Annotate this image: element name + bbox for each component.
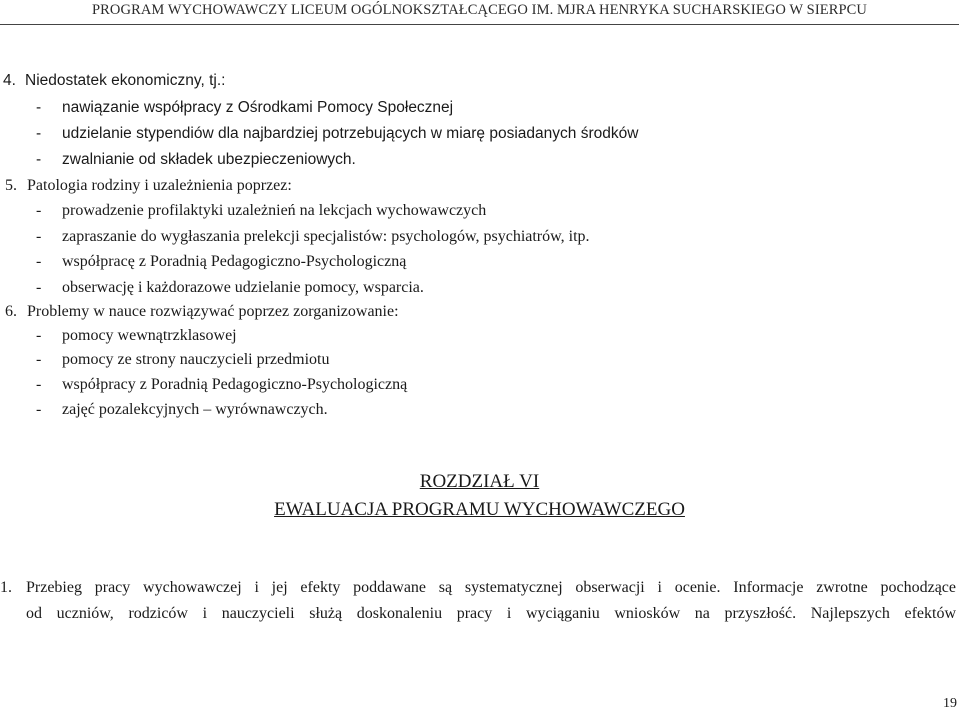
paragraph-1-number: 1. xyxy=(0,579,12,596)
section-4-title: Niedostatek ekonomiczny, tj.: xyxy=(25,72,226,89)
section-4-heading xyxy=(3,71,225,91)
page-header: PROGRAM WYCHOWAWCZY LICEUM OGÓLNOKSZTAŁCĄCEGO IM. MJRA HENRYKA SUCHARSKIEGO W SIERPCU xyxy=(92,2,867,18)
list-item: - zajęć pozalekcyjnych – wyrównawczych. xyxy=(36,401,328,418)
chapter-title: ROZDZIAŁ VI xyxy=(419,471,540,492)
list-item: - zwalnianie od składek ubezpieczeniowych. xyxy=(36,151,356,168)
paragraph-1-line-2: od uczniów, rodziców i nauczycieli służą doskonaleniu pracy i wyciąganiu wniosków na przyszłość. Najlepszych efektów xyxy=(26,605,956,622)
list-item: - współpracę z Poradnią Pedagogiczno-Psychologiczną xyxy=(36,253,407,270)
paragraph-1-line-1: Przebieg pracy wychowawczej i jej efekty poddawane są systematycznej obserwacji i ocenie. Informacje zwrotne pochodzące xyxy=(26,579,956,596)
chapter-subtitle: EWALUACJA PROGRAMU WYCHOWAWCZEGO xyxy=(274,499,685,520)
list-item: - prowadzenie profilaktyki uzależnień na lekcjach wychowawczych xyxy=(36,202,487,219)
list-item: - współpracy z Poradnią Pedagogiczno-Psychologiczną xyxy=(36,376,408,393)
list-item: - obserwację i każdorazowe udzielanie pomocy, wsparcia. xyxy=(36,279,424,296)
section-5-title: Patologia rodziny i uzależnienia poprzez: xyxy=(27,177,292,194)
section-5-heading xyxy=(5,176,292,196)
section-6-heading xyxy=(5,302,399,322)
page-number: 19 xyxy=(943,696,957,711)
section-5-number: 5. xyxy=(5,177,17,194)
list-item: - zapraszanie do wygłaszania prelekcji specjalistów: psychologów, psychiatrów, itp. xyxy=(36,228,590,245)
header-divider xyxy=(0,24,959,25)
section-4-number: 4. xyxy=(3,72,16,89)
list-item: - pomocy wewnątrzklasowej xyxy=(36,327,237,344)
list-item: - nawiązanie współpracy z Ośrodkami Pomocy Społecznej xyxy=(36,99,454,116)
section-6-title: Problemy w nauce rozwiązywać poprzez zorganizowanie: xyxy=(27,303,399,320)
section-6-number: 6. xyxy=(5,303,17,320)
list-item: - udzielanie stypendiów dla najbardziej potrzebujących w miarę posiadanych środków xyxy=(36,125,639,142)
list-item: - pomocy ze strony nauczycieli przedmiotu xyxy=(36,351,330,368)
